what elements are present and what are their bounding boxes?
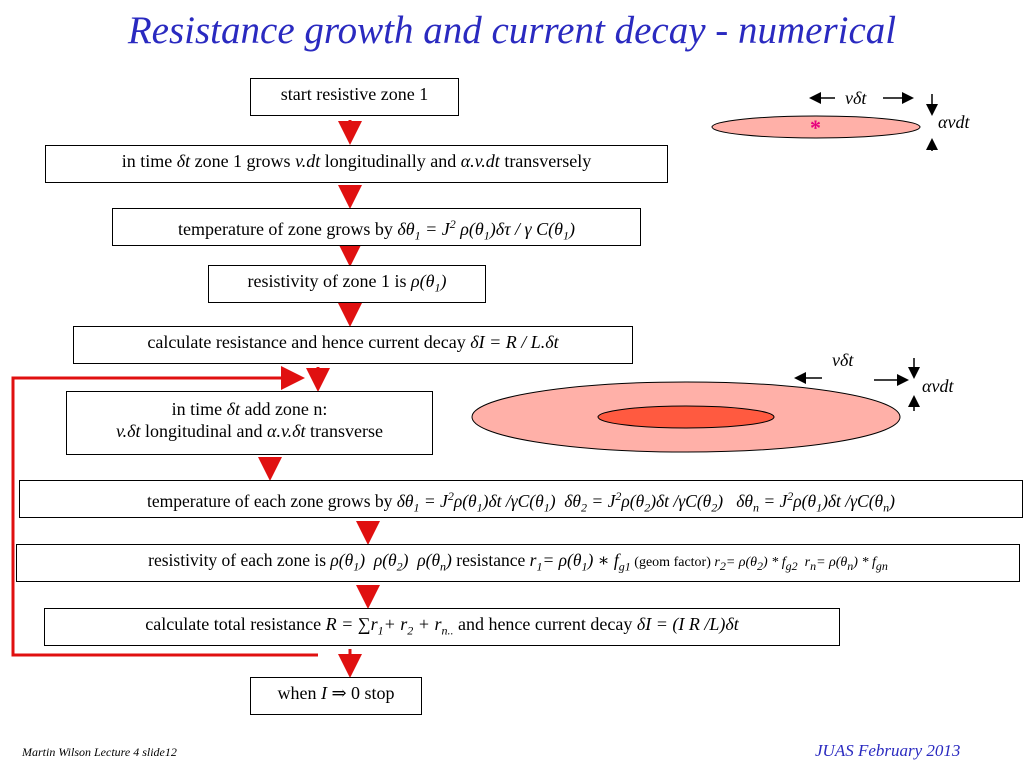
box-add-zone-n	[66, 391, 433, 455]
bottom-vdt-label: vδt	[832, 350, 854, 370]
text: in time	[171, 399, 227, 419]
math-sub: 2	[719, 558, 726, 573]
math-sub: n	[847, 558, 854, 573]
math: )δt /γC(θ	[650, 490, 712, 511]
math: δθ	[736, 490, 753, 511]
math: r	[529, 550, 537, 570]
math: δt	[226, 399, 240, 419]
text: transverse	[305, 421, 383, 441]
math: α.v.δt	[267, 421, 306, 441]
math-sub: g1	[618, 559, 631, 574]
math: ρ(θ	[621, 490, 645, 511]
top-vdt-label: vδt	[845, 88, 867, 108]
math: + r	[413, 614, 442, 634]
line-2	[75, 420, 424, 442]
math-sup: 2	[447, 489, 454, 503]
math: = J	[758, 490, 788, 511]
math: = J	[419, 490, 448, 511]
math-sub: n	[810, 558, 817, 573]
text: transversely	[499, 151, 592, 171]
text: calculate resistance and hence current decay	[147, 332, 471, 352]
box-zone-growth	[45, 145, 668, 183]
math: v.δt	[116, 421, 141, 441]
math: ρ(θ	[411, 271, 435, 291]
math: )	[440, 271, 447, 291]
footer-event: JUAS February 2013	[815, 741, 961, 760]
math: δθ	[396, 490, 414, 511]
math: )	[717, 490, 724, 511]
math: δI = R / L.δt	[470, 332, 559, 352]
math: v.dt	[295, 151, 321, 171]
text: longitudinally and	[320, 151, 461, 171]
text: ⇒ 0 stop	[326, 683, 395, 703]
text: zone 1 grows	[190, 151, 296, 171]
math: )	[569, 219, 575, 239]
math: + r	[383, 614, 408, 634]
math-sub: 1	[543, 500, 550, 515]
zone-1-inner-ellipse	[598, 406, 774, 428]
math: δθ	[397, 219, 415, 239]
math-sub: 1	[377, 623, 384, 638]
math: r	[804, 555, 811, 570]
math: = ρ(θ	[725, 555, 758, 570]
math: )	[402, 550, 409, 570]
footer-author: Martin Wilson Lecture 4 slide12	[22, 745, 177, 759]
text: calculate total resistance	[145, 614, 326, 634]
text: (geom factor)	[630, 555, 715, 570]
math-sub: n..	[441, 623, 454, 638]
math: = ρ(θ	[542, 550, 582, 570]
math: = ρ(θ	[816, 555, 848, 570]
math-sub: 1	[581, 559, 588, 574]
math: ) ∗ f	[587, 550, 619, 570]
text: and hence current decay	[453, 614, 637, 634]
math-sub: g2	[785, 558, 798, 573]
math: ρ(θ	[417, 550, 441, 570]
math-sub: 2	[396, 559, 403, 574]
math-sub: 1	[476, 500, 483, 515]
math-sub: n	[440, 559, 447, 574]
math: α.v.dt	[460, 151, 500, 171]
math-sub: 2	[407, 623, 414, 638]
text: in time	[121, 151, 177, 171]
text: longitudinal and	[140, 421, 268, 441]
math: )	[359, 550, 366, 570]
math-sub: n	[883, 500, 890, 515]
box-stop-condition	[250, 677, 422, 715]
text: resistance	[451, 550, 530, 570]
math: ρ(θ	[793, 490, 817, 511]
math: r	[714, 555, 720, 570]
quench-start-star: *	[810, 115, 821, 140]
math-sub: 2	[581, 500, 588, 515]
math: )	[549, 490, 556, 511]
box-temperature-zone-1	[112, 208, 641, 246]
math-sub: 2	[757, 558, 764, 573]
math-sub: 2	[711, 500, 718, 515]
math: )δt /γC(θ	[822, 490, 884, 511]
text: when	[277, 683, 321, 703]
math: ) * f	[853, 555, 876, 570]
text: temperature of zone grows by	[177, 219, 398, 239]
math: = J	[420, 219, 450, 239]
text: add zone n:	[239, 399, 328, 419]
math: ρ(θ	[453, 490, 477, 511]
box-resistivity-zone-1	[208, 265, 486, 303]
math-sup: 2	[615, 489, 622, 503]
math: )	[889, 490, 895, 511]
math: ) * f	[763, 555, 786, 570]
slide-title: Resistance growth and current decay - numerical	[127, 9, 897, 52]
math-sub: 1	[413, 500, 420, 515]
math-sub: 1	[434, 280, 441, 295]
text: resistivity of each zone is	[148, 550, 331, 570]
box-start-zone: start resistive zone 1	[250, 78, 459, 116]
math-sub: 1	[536, 559, 543, 574]
math: ρ(θ	[373, 550, 397, 570]
box-total-resistance	[44, 608, 840, 646]
math: )δt /γC(θ	[482, 490, 544, 511]
math-sub: 1	[563, 228, 569, 243]
line-1	[75, 398, 424, 420]
math: δθ	[564, 490, 582, 511]
math-sub: 1	[483, 228, 490, 243]
math: δI = (I R /L)δt	[636, 614, 739, 634]
math-sub: gn	[875, 558, 888, 573]
math: )	[446, 550, 452, 570]
math-sub: n	[752, 500, 759, 515]
math-sub: 1	[353, 559, 360, 574]
math: ρ(θ	[455, 219, 484, 239]
math: R = ∑r	[325, 614, 378, 634]
box-resistivity-each-zone	[16, 544, 1020, 582]
text: resistivity of zone 1 is	[247, 271, 411, 291]
math-sup: 2	[449, 217, 456, 231]
math: ρ(θ	[330, 550, 354, 570]
text: temperature of each zone grows by	[147, 490, 397, 511]
math-sup: 2	[787, 489, 794, 503]
math-sub: 2	[644, 500, 651, 515]
top-avdt-label: αvdt	[938, 112, 970, 132]
math-sub: 1	[816, 500, 823, 515]
math: = J	[587, 490, 616, 511]
math: δt	[176, 151, 191, 171]
bottom-avdt-label: αvdt	[922, 376, 954, 396]
math: I	[320, 683, 327, 703]
math-sub: 1	[414, 228, 421, 243]
box-temperature-each-zone	[19, 480, 1023, 518]
box-calc-resistance	[73, 326, 633, 364]
math: )δτ / γ C(θ	[489, 219, 563, 239]
